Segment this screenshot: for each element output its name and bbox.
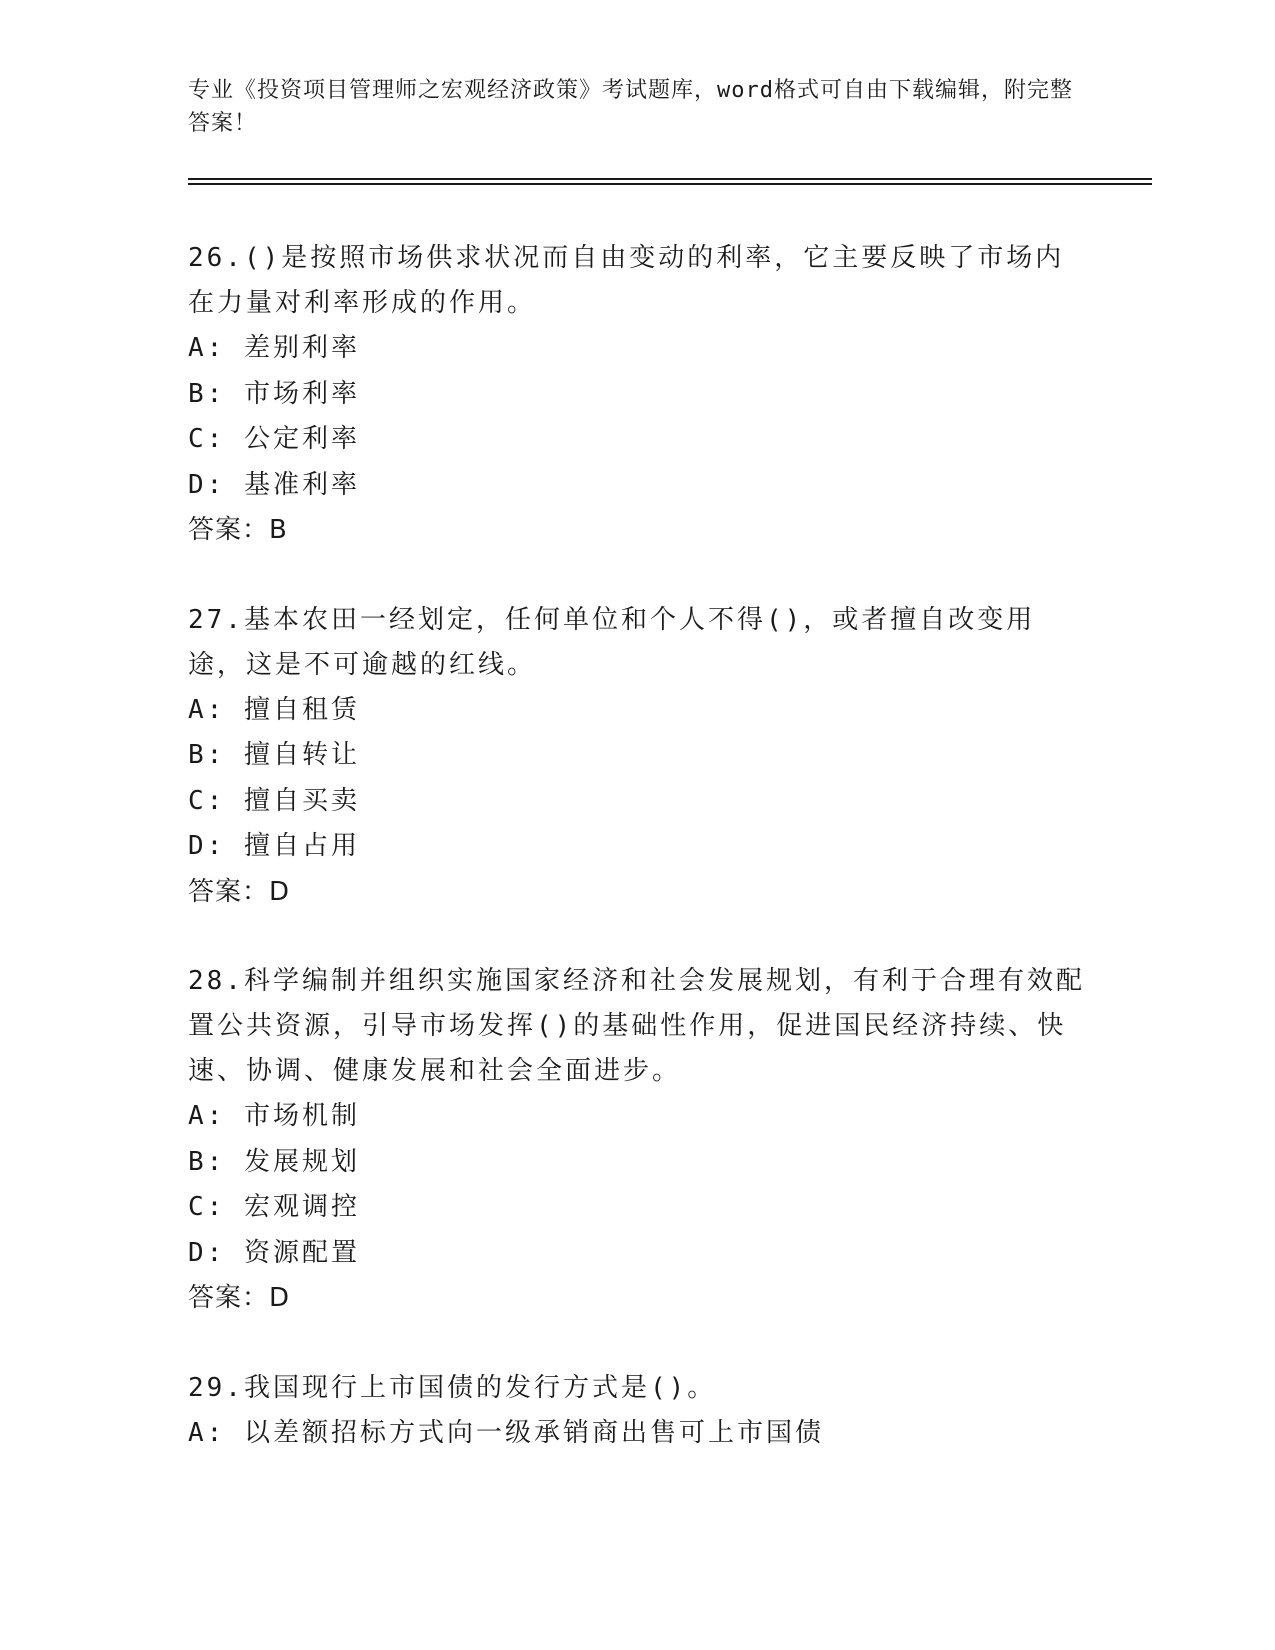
option-a: A: 市场机制 — [188, 1101, 360, 1131]
header-divider-top — [188, 178, 1152, 180]
option-a: A: 差别利率 — [188, 333, 360, 363]
question-stem: 26.()是按照市场供求状况而自由变动的利率，它主要反映了市场内在力量对利率形成的作用。 — [188, 243, 1065, 318]
header-divider-bottom — [188, 183, 1152, 185]
option-c: C: 擅自买卖 — [188, 785, 360, 816]
question-stem: 27.基本农田一经划定，任何单位和个人不得()，或者擅自改变用途，这是不可逾越的红线。 — [188, 604, 1036, 680]
document-intro: 专业《投资项目管理师之宏观经济政策》考试题库，word格式可自由下载编辑，附完整答案！ — [188, 78, 1073, 136]
question-27 — [188, 598, 1088, 916]
option-a: A: 擅自租赁 — [188, 694, 360, 725]
option-d: D: 基准利率 — [188, 469, 360, 500]
answer-line: 答案：B — [188, 515, 288, 545]
option-b: B: 擅自转让 — [188, 740, 360, 770]
question-stem: 28.科学编制并组织实施国家经济和社会发展规划，有利于合理有效配置公共资源，引导市场发挥()的基础性作用，促进国民经济持续、快速、协调、健康发展和社会全面进步。 — [188, 966, 1085, 1086]
question-26 — [188, 236, 1088, 554]
option-c: C: 宏观调控 — [188, 1192, 360, 1222]
option-b: B: 发展规划 — [188, 1146, 360, 1177]
option-c: C: 公定利率 — [188, 424, 360, 454]
question-29 — [188, 1366, 1088, 1457]
option-d: D: 资源配置 — [188, 1237, 360, 1268]
question-stem: 29.我国现行上市国债的发行方式是()。 — [188, 1372, 717, 1403]
option-b: B: 市场利率 — [188, 378, 360, 409]
option-d: D: 擅自占用 — [188, 831, 360, 861]
answer-line: 答案：D — [188, 876, 291, 907]
option-a: A: 以差额招标方式向一级承销商出售可上市国债 — [188, 1417, 824, 1448]
question-list — [188, 236, 1088, 1500]
answer-line: 答案：D — [188, 1283, 291, 1313]
question-28 — [188, 959, 1088, 1322]
